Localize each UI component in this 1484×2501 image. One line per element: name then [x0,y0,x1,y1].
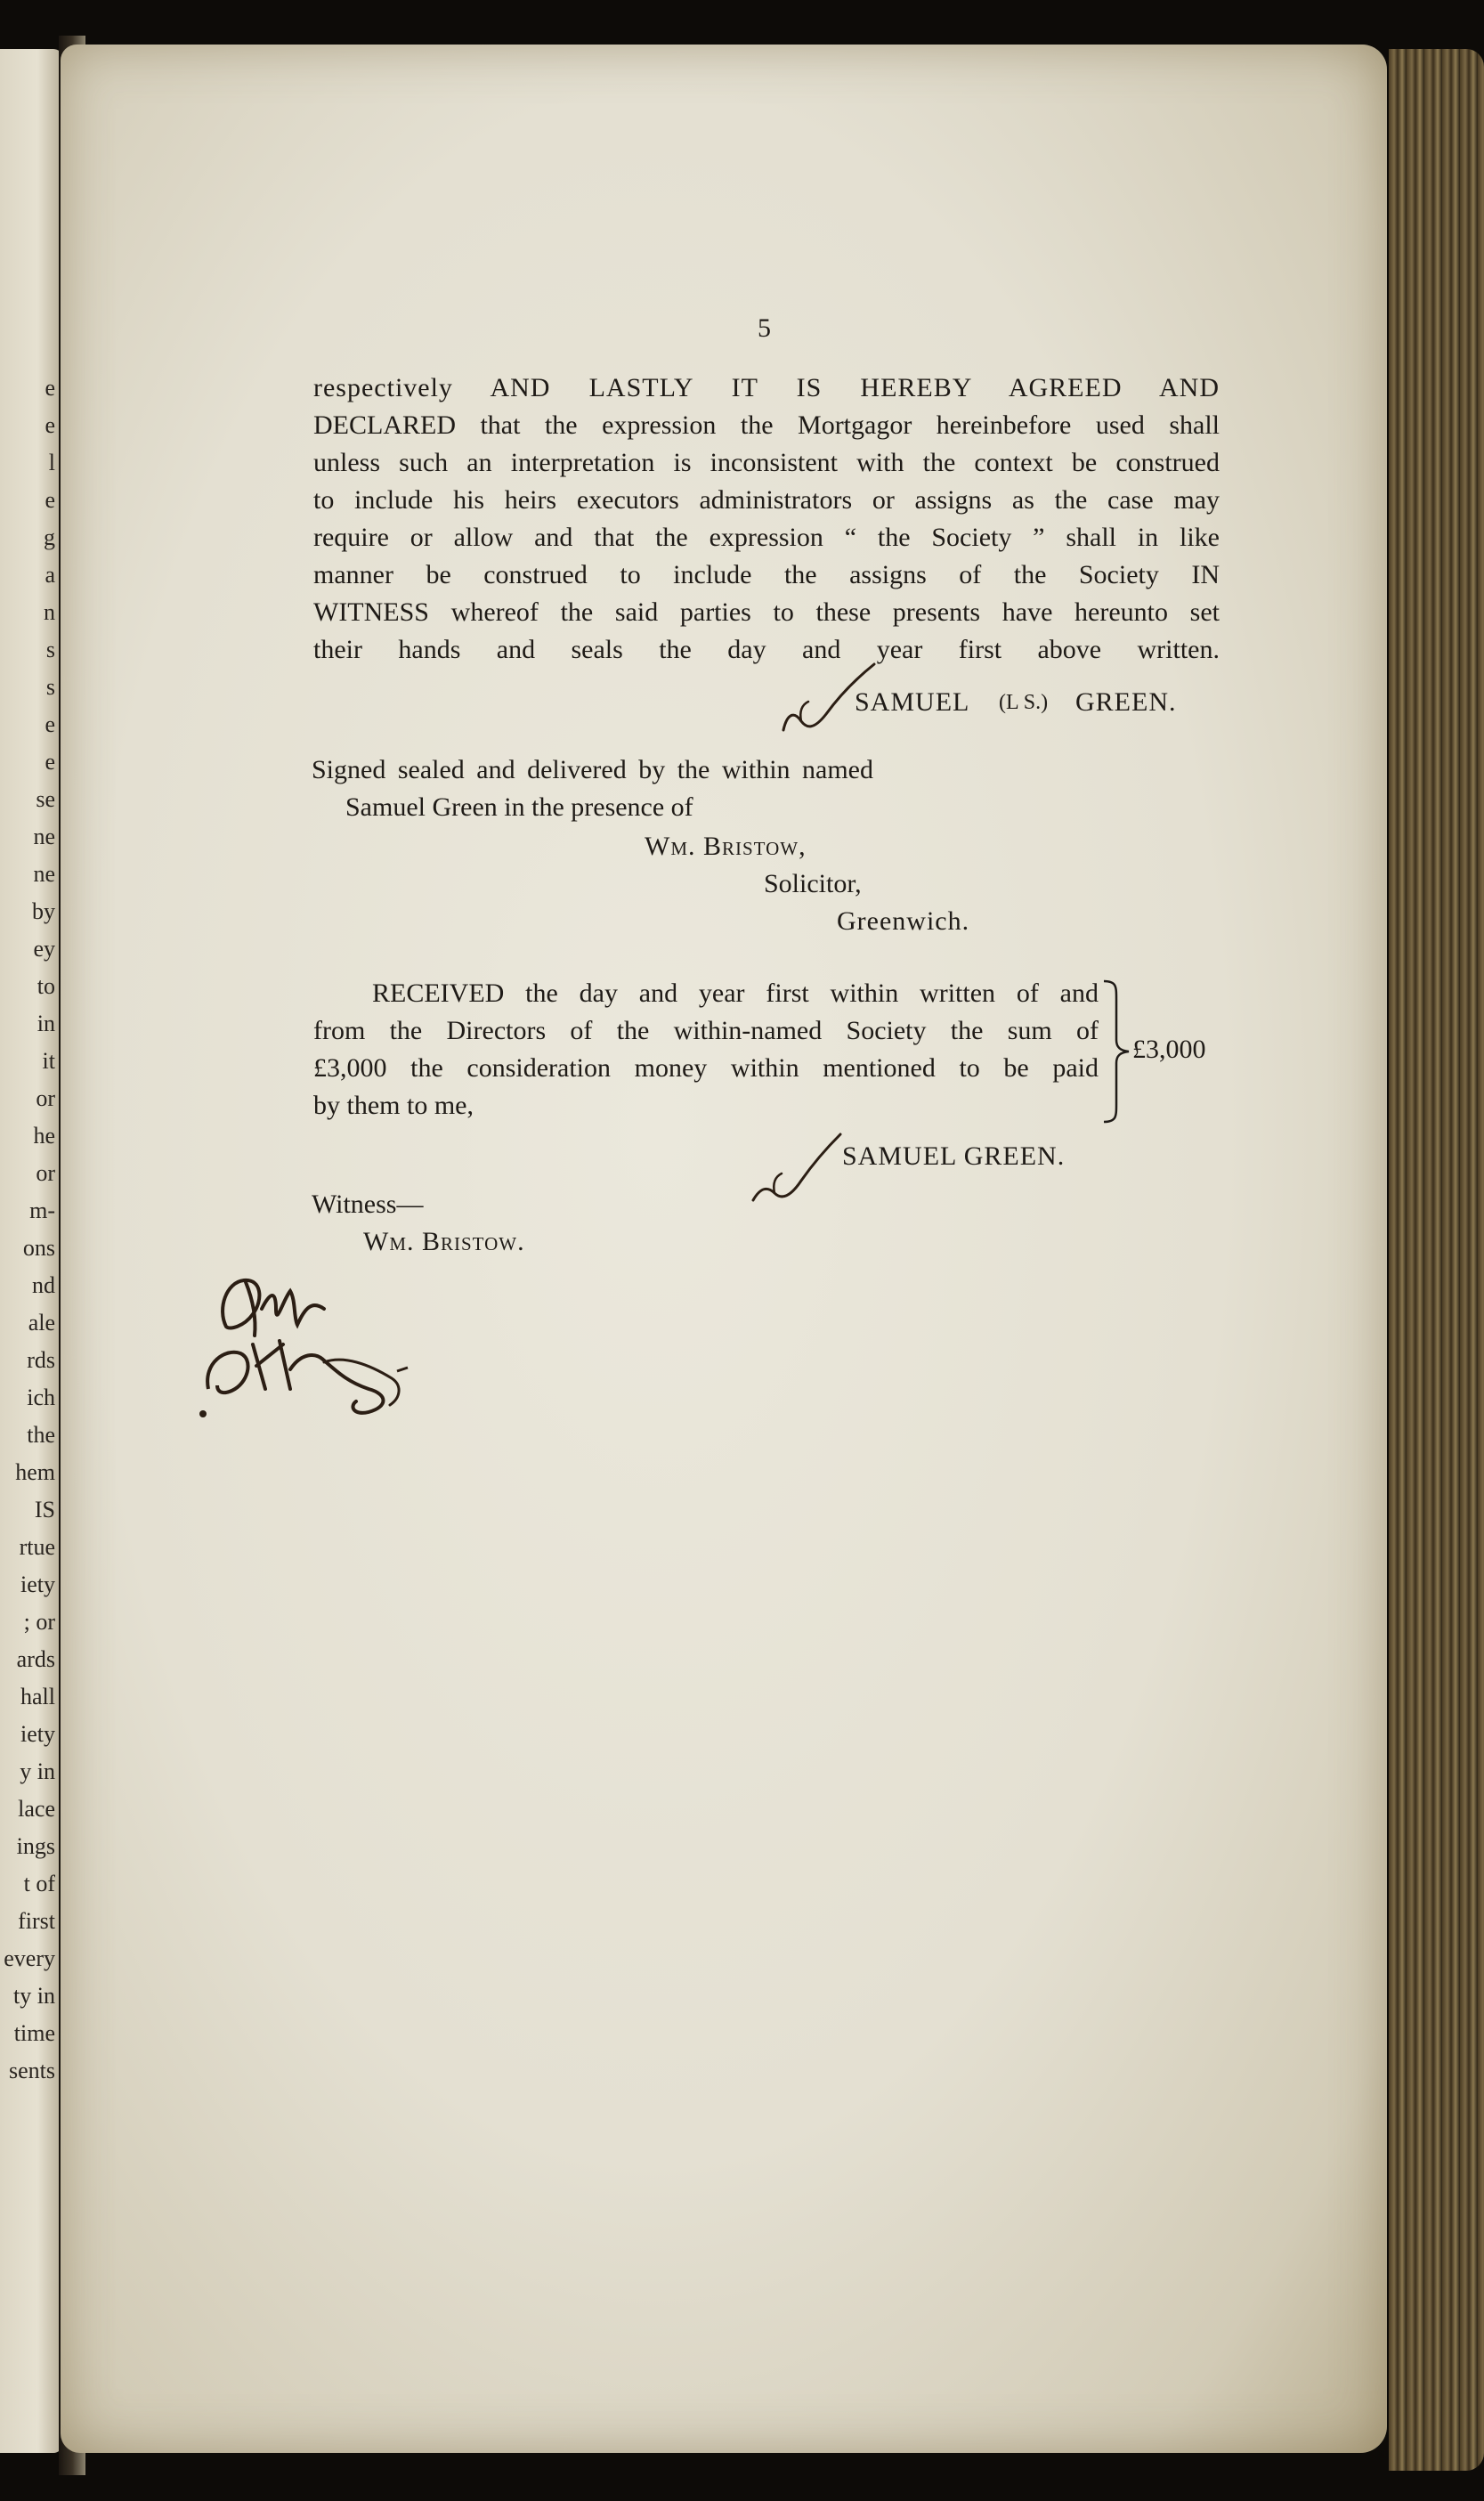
left-page-fragment: ich [27,1384,55,1410]
left-page-fragment: s [45,637,55,662]
left-page-fragment: it [42,1048,55,1074]
left-page-fragment: every [4,1945,55,1971]
left-page-fragment: hem [15,1459,55,1485]
left-page-fragment: e [45,487,55,513]
left-page-fragment: ings [16,1833,55,1859]
left-page-fragment: t of [23,1871,55,1896]
left-page-fragment: se [36,786,55,812]
left-page-fragment: lace [18,1796,55,1822]
left-page-fragment: iety [20,1721,55,1747]
signature-last-name: GREEN. [1075,687,1177,717]
left-page-fragment: m- [29,1198,55,1223]
left-page-fragment: IS [34,1497,55,1523]
body-line: respectively AND LASTLY IT IS HEREBY AGREED AND [313,373,1220,402]
attestation-line-1: Signed sealed and delivered by the within named [312,755,873,784]
receipt-line: £3,000 the consideration money within mentioned to be paid [313,1053,1099,1083]
left-page-fragment: in [36,1011,55,1036]
left-page-fragment: ne [33,861,55,887]
left-page-fragment: e [45,749,55,775]
left-page-fragment: s [45,674,55,700]
left-page-fragment: first [18,1908,55,1934]
receipt-line: from the Directors of the within-named Society the sum of [313,1016,1099,1045]
left-page-fragment: ty in [13,1983,55,2009]
left-page-fragment: the [27,1422,55,1448]
left-page-fragment: iety [20,1571,55,1597]
left-page-fragment: e [45,375,55,401]
witness-name: Wm. Bristow. [363,1227,525,1256]
body-line: require or allow and that the expression “ the Society ” shall in like [313,523,1220,552]
left-page-fragment: time [13,2020,55,2046]
attesting-witness-title: Solicitor, [764,869,862,898]
signature-first-name: SAMUEL [855,687,970,717]
receipt-line: by them to me, [313,1091,474,1120]
receipt-brace-icon [1100,978,1132,1125]
left-page-fragment: he [33,1123,55,1149]
attesting-witness-place: Greenwich. [837,906,970,936]
seal-mark: (L S.) [999,691,1049,714]
left-page-fragment: hall [20,1684,55,1709]
body-line: manner be construed to include the assigns of the Society IN [313,560,1220,589]
left-page-fragment: to [36,973,55,999]
left-page-fragment: l [48,450,55,475]
left-page-fragment: ey [33,936,55,962]
attestation-line-2: Samuel Green in the presence of [345,792,693,822]
page-stack-edge [1389,49,1484,2471]
left-page-fragment: or [36,1160,55,1186]
body-line: WITNESS whereof the said parties to these presents have hereunto set [313,597,1220,627]
left-page-fragment: rds [27,1347,55,1373]
left-page-fragment: ; or [23,1609,55,1635]
witness-label: Witness— [312,1190,424,1219]
receipt-signatory: SAMUEL GREEN. [842,1141,1066,1171]
attesting-witness-name: Wm. Bristow, [645,832,807,861]
left-page-fragment: sents [9,2058,55,2083]
receipt-line: RECEIVED the day and year first within written of and [372,978,1099,1008]
left-page-fragment: e [45,711,55,737]
left-facing-page [0,49,62,2453]
body-line: to include his heirs executors administrators or assigns as the case may [313,485,1220,515]
body-line: their hands and seals the day and year first above written. [313,635,1220,664]
left-page-fragment: ale [28,1310,55,1336]
handwritten-initials-signature [191,1255,422,1433]
left-page-fragment: nd [32,1272,55,1298]
left-page-fragment: n [44,599,55,625]
receipt-amount: £3,000 [1132,1035,1206,1064]
left-page-text-fragments [0,369,55,2090]
left-page-fragment: ards [16,1646,55,1672]
left-page-fragment: a [45,562,55,588]
left-page-fragment: ons [22,1235,55,1261]
page-number: 5 [758,313,771,343]
left-page-fragment: by [32,898,55,924]
receipt-x-mark-icon [748,1129,846,1209]
left-page-fragment: ne [33,824,55,849]
left-page-fragment: rtue [19,1534,55,1560]
left-page-fragment: e [45,412,55,438]
body-line: unless such an interpretation is inconsistent with the context be construed [313,448,1220,477]
left-page-fragment: y in [20,1758,55,1784]
signature-x-mark-icon [774,659,881,739]
left-page-fragment: g [44,524,55,550]
body-line: DECLARED that the expression the Mortgagor hereinbefore used shall [313,410,1220,440]
left-page-fragment: or [36,1085,55,1111]
